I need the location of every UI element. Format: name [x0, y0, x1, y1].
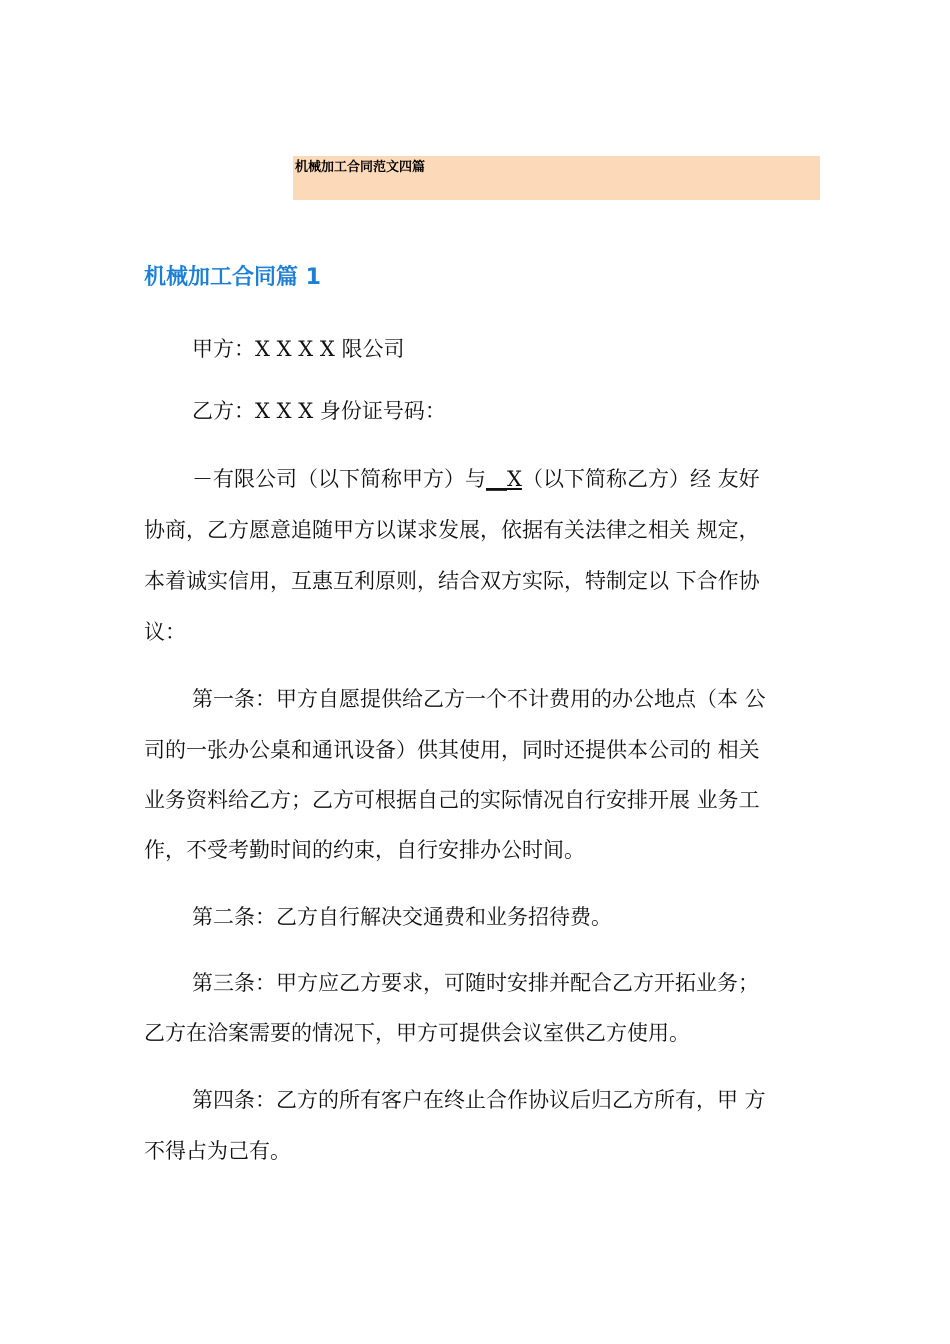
- intro-line-4: 议：: [144, 620, 186, 644]
- header-band: [293, 156, 820, 200]
- section-heading: 机械加工合同篇 1: [144, 265, 321, 290]
- article-2-line-1: 第二条：乙方自行解决交通费和业务招待费。: [192, 905, 612, 929]
- intro-line-2: 协商，乙方愿意追随甲方以谋求发展，依据有关法律之相关 规定，: [144, 518, 760, 542]
- article-1-line-4: 作，不受考勤时间的约束，自行安排办公时间。: [144, 838, 585, 862]
- document-title: 机械加工合同范文四篇: [295, 160, 426, 175]
- article-3-line-1: 第三条：甲方应乙方要求，可随时安排并配合乙方开拓业务；: [192, 971, 759, 995]
- article-4-line-2: 不得占为己有。: [144, 1139, 291, 1163]
- party-a-line: 甲方：X X X X 限公司: [192, 337, 405, 361]
- article-3-line-2: 乙方在洽案需要的情况下，甲方可提供会议室供乙方使用。: [144, 1021, 690, 1045]
- article-1-line-2: 司的一张办公桌和通讯设备）供其使用，同时还提供本公司的 相关: [144, 738, 760, 762]
- intro-blank: __X: [486, 467, 522, 491]
- article-1-line-3: 业务资料给乙方；乙方可根据自己的实际情况自行安排开展 业务工: [144, 788, 760, 812]
- intro-line-1-b: （以下简称乙方）经 友好: [521, 467, 760, 491]
- intro-line-1: [192, 464, 760, 494]
- intro-line-3: 本着诚实信用，互惠互利原则，结合双方实际，特制定以 下合作协: [144, 569, 760, 593]
- intro-line-1-a: －有限公司（以下简称甲方）与: [192, 467, 486, 491]
- article-4-line-1: 第四条：乙方的所有客户在终止合作协议后归乙方所有，甲 方: [192, 1088, 766, 1112]
- party-b-line: 乙方：X X X 身份证号码：: [192, 399, 446, 423]
- article-1-line-1: 第一条：甲方自愿提供给乙方一个不计费用的办公地点（本 公: [192, 687, 766, 711]
